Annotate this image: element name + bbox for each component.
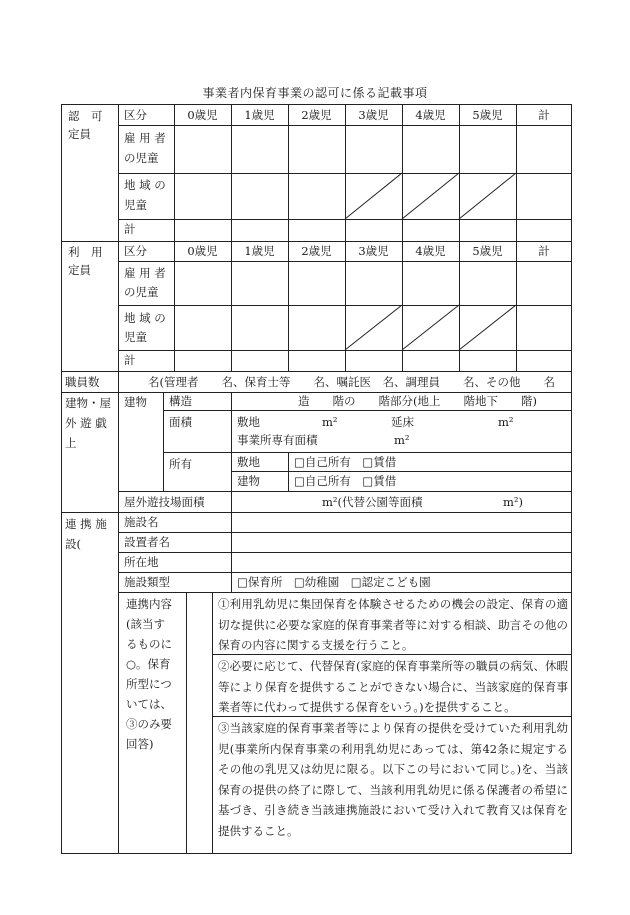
area-floor-label: 延床 [391, 415, 414, 429]
ownership-building-options[interactable]: □自己所有 □賃借 [294, 474, 397, 488]
outdoor-area-text: m²(代替公園等面積 m²) [322, 495, 524, 509]
building-label-3: 上 [65, 436, 77, 450]
ninka-row-community: 地 域 の [124, 178, 166, 192]
ninka-header-kubun: 区分 [124, 108, 147, 122]
building-label: 建物・屋 [65, 396, 111, 410]
ninka-header-age1: 1歳児 [244, 108, 275, 122]
riyou-row-total: 計 [124, 353, 136, 367]
building-sub-label: 建物 [124, 395, 147, 409]
content-label-6: いては、 [126, 697, 172, 711]
ownership-label: 所有 [169, 457, 192, 471]
riyou-label-2: 定員 [68, 263, 91, 277]
riyou-label: 利 用 [68, 245, 103, 259]
ninka-header-total: 計 [538, 108, 550, 122]
riyou-slash-age4 [402, 305, 459, 350]
document-title: 事業者内保育事業の認可に係る記載事項 [202, 86, 428, 100]
riyou-row-community: 地 域 の [124, 311, 166, 325]
ownership-building-label: 建物 [237, 474, 260, 488]
partner-field-address: 所在地 [124, 555, 159, 569]
riyou-header-age2: 2歳児 [301, 244, 332, 258]
ninka-slash-age3 [345, 173, 402, 219]
partner-label-2: 設( [65, 537, 81, 551]
partner-type-options[interactable]: □保育所 □幼稚園 □認定こども園 [237, 575, 431, 589]
partner-item-3: ③当該家庭的保育事業者等により保育の提供を受けていた利用乳幼児(事業所内保育事業の利用乳幼児にあっては、第42条に規定するその他の乳児又は幼児に限る。以下この号において同じ。)を、当該保育の提供の終了に際して、当該利用乳幼児に係る保護者の希望に基づき、引き続き当該連携施設において受け入れて教育又は保育を提供すること。 [218, 721, 568, 838]
riyou-header-age1: 1歳児 [244, 244, 275, 258]
content-label-2: (該当す [126, 617, 165, 631]
ninka-header-age4: 4歳児 [415, 108, 446, 122]
partner-item-2: ②必要に応じて、代替保育(家庭的保育事業所等の職員の病気、休暇等により保育を提供することができない場合に、当該家庭的保育事業者等に代わって提供する保育をいう。)を提供すること。 [218, 659, 568, 714]
riyou-header-total: 計 [538, 244, 550, 258]
structure-label: 構造 [169, 394, 192, 408]
area-site-label: 敷地 [237, 415, 260, 429]
partner-item-1: ①利用乳幼児に集団保育を体験させるための機会の設定、保育の適切な提供に必要な家庭的保育事業者等に対する相談、助言その他の保育の内容に関する支援を行うこと。 [218, 597, 568, 652]
area-floor-unit: m² [498, 415, 514, 429]
partner-field-type: 施設類型 [124, 575, 170, 589]
content-label-8: 回答) [126, 737, 154, 751]
outdoor-area-label: 屋外遊技場面積 [124, 495, 205, 509]
content-label-1: 連携内容 [126, 597, 172, 611]
riyou-header-age3: 3歳児 [358, 244, 389, 258]
ninka-header-age3: 3歳児 [358, 108, 389, 122]
riyou-slash-age3 [345, 305, 402, 350]
content-label-7: ③のみ要 [126, 717, 172, 731]
area-exclusive-unit: m² [394, 433, 410, 447]
riyou-row-employee: 雇 用 者 [124, 266, 166, 280]
riyou-header-age0: 0歳児 [187, 244, 218, 258]
structure-text: 造 階の 階部分(地上 階地下 階) [298, 394, 537, 408]
ninka-header-age5: 5歳児 [472, 108, 503, 122]
content-label-5: 所型につ [126, 677, 172, 691]
ninka-label-2: 定員 [68, 127, 91, 141]
content-label-3: るものに [126, 637, 172, 651]
ninka-label: 認 可 [68, 109, 103, 123]
building-label-2: 外 遊 戯 [65, 416, 107, 430]
area-site-unit: m² [322, 415, 338, 429]
ownership-site-label: 敷地 [237, 455, 260, 469]
area-label: 面積 [169, 415, 192, 429]
riyou-slash-age5 [459, 305, 516, 350]
ninka-row-employee-2: の児童 [124, 151, 159, 165]
ninka-row-total: 計 [124, 222, 136, 236]
content-label-4: ○。保育 [126, 657, 171, 671]
ninka-row-employee: 雇 用 者 [124, 131, 166, 145]
ninka-slash-age4 [402, 173, 459, 219]
ownership-site-options[interactable]: □自己所有 □賃借 [294, 455, 397, 469]
partner-field-name: 施設名 [124, 515, 159, 529]
staff-text: 名(管理者 名、保育士等 名、嘱託医 名、調理員 名、その他 名 [148, 375, 555, 389]
staff-label: 職員数 [65, 375, 100, 389]
ninka-header-age2: 2歳児 [301, 108, 332, 122]
riyou-header-age4: 4歳児 [415, 244, 446, 258]
partner-field-founder: 設置者名 [124, 535, 170, 549]
partner-label: 連 携 施 [65, 517, 107, 531]
riyou-row-community-2: 児童 [124, 330, 147, 344]
riyou-row-employee-2: の児童 [124, 285, 159, 299]
ninka-header-age0: 0歳児 [187, 108, 218, 122]
riyou-header-age5: 5歳児 [472, 244, 503, 258]
ninka-row-community-2: 児童 [124, 198, 147, 212]
riyou-header-kubun: 区分 [124, 244, 147, 258]
area-exclusive-label: 事業所専有面積 [237, 433, 318, 447]
ninka-slash-age5 [459, 173, 516, 219]
